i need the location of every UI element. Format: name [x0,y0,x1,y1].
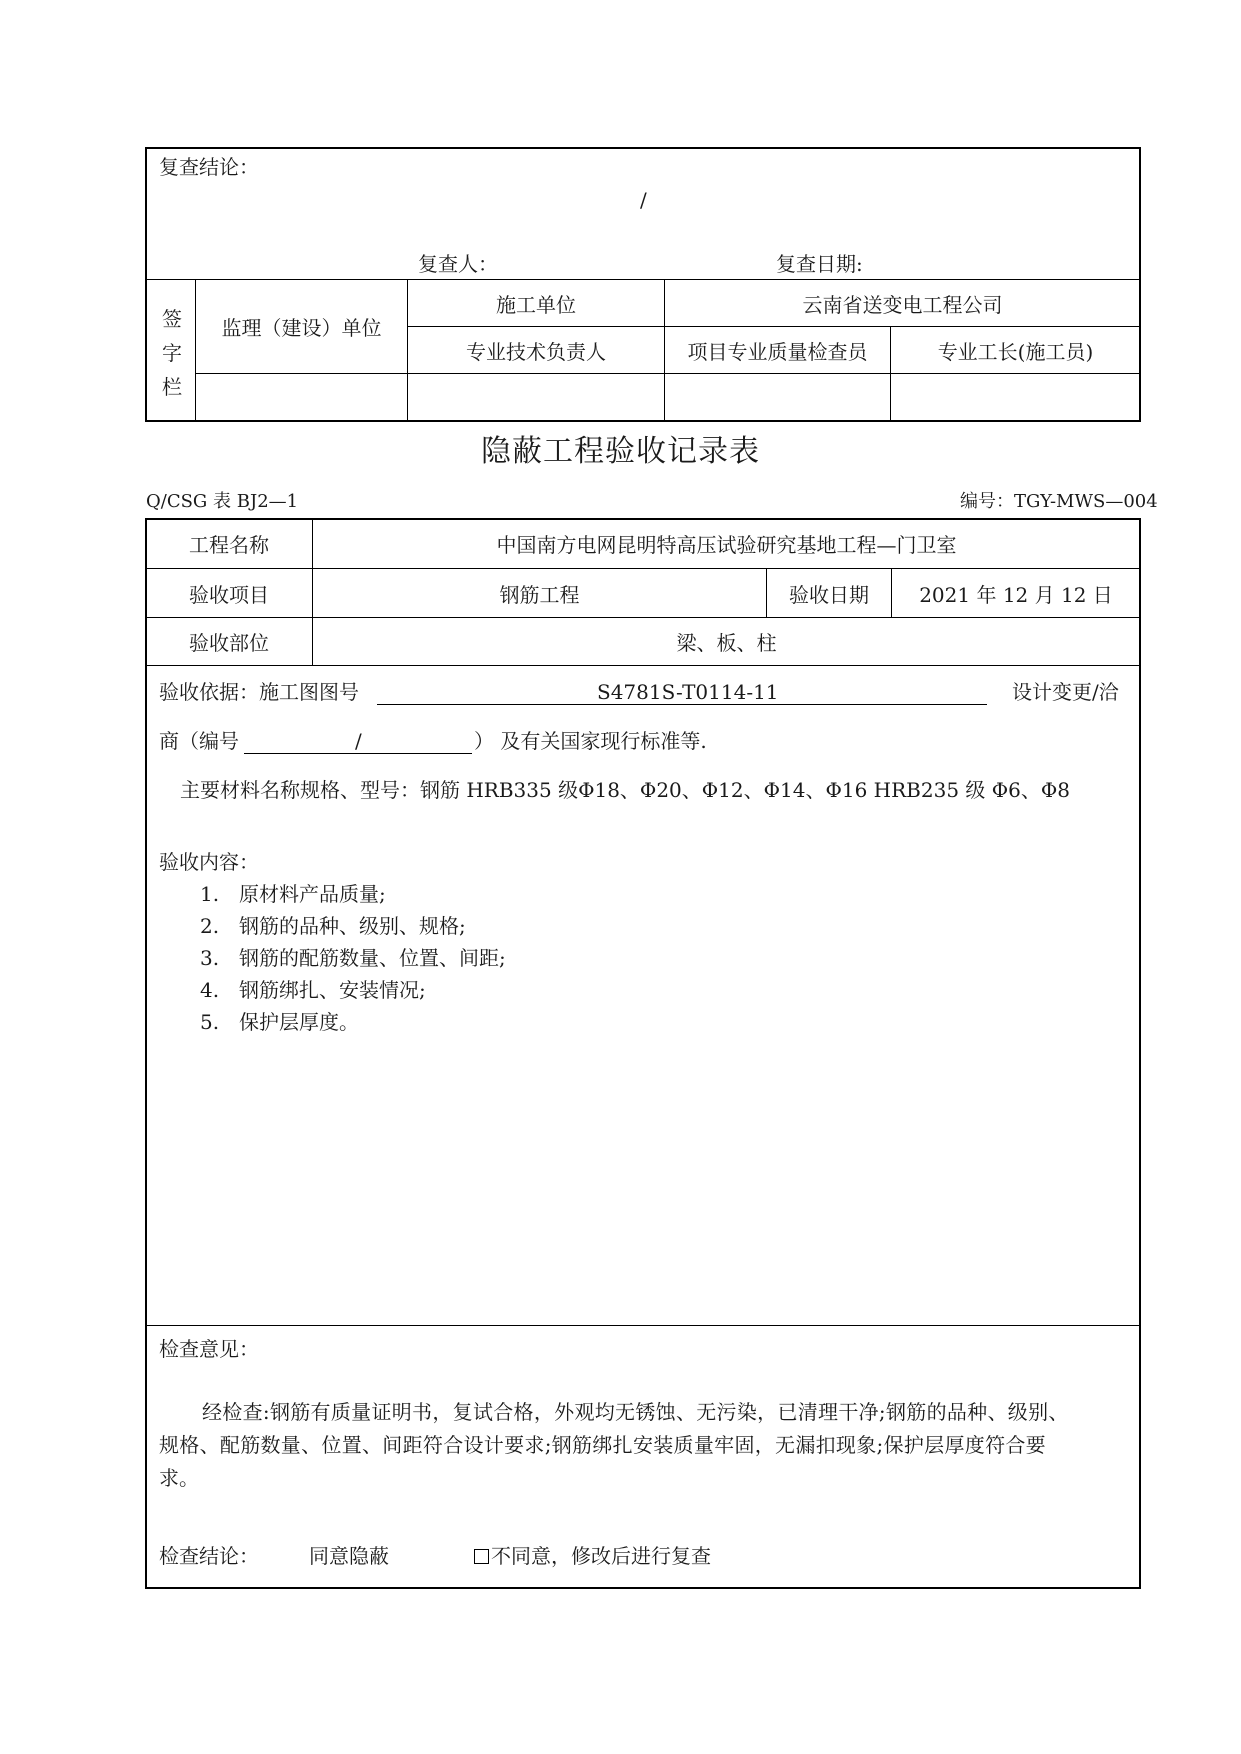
content-item-text: 钢筋的配筋数量、位置、间距; [239,946,506,970]
location-value: 梁、板、柱 [676,631,777,655]
form-code: Q/CSG 表 BJ2—1 [146,491,299,512]
disagree-option[interactable] [474,1544,711,1568]
content-item-text: 保护层厚度。 [239,1010,359,1034]
reviewer-label: 复查人： [418,252,498,276]
opinion-line-1: 经检查:钢筋有质量证明书，复试合格，外观均无锈蚀、无污染，已清理干净;钢筋的品种、级别、 [202,1400,1069,1424]
disagree-label: 不同意，修改后进行复查 [491,1544,711,1568]
content-item-text: 钢筋的品种、级别、规格; [239,914,466,938]
row-divider-4 [146,1325,1140,1326]
quality-inspector-signature-cell[interactable] [665,374,890,420]
tech-lead-signature-cell[interactable] [408,374,664,420]
content-item-5 [200,1010,359,1034]
review-slash: / [640,188,647,212]
content-item-text: 原材料产品质量; [239,882,386,906]
agree-option[interactable]: 同意隐蔽 [309,1544,389,1568]
supervisor-unit-label: 监理（建设）单位 [221,316,382,340]
drawing-no-underline [377,704,987,705]
negotiation-no: / [355,729,362,753]
opinion-label: 检查意见： [159,1337,259,1361]
review-date-label: 复查日期: [776,252,863,276]
foreman-label: 专业工长(施工员) [937,339,1094,364]
supervisor-signature-cell[interactable] [196,374,407,420]
project-name-label: 工程名称 [189,533,269,557]
content-item-num: 1. [200,882,220,906]
content-item-3 [200,946,506,970]
opinion-line-2: 规格、配筋数量、位置、间距符合设计要求;钢筋绑扎安装质量牢固，无漏扣现象;保护层厚度符合要 [159,1433,1046,1457]
drawing-no: S4781S-T0114-11 [597,680,779,704]
project-name-value: 中国南方电网昆明特高压试验研究基地工程—门卫室 [496,533,957,557]
basis-prefix: 验收依据：施工图图号 [159,680,359,704]
signature-side-char-3: 栏 [162,375,182,399]
signature-side-label [157,302,187,404]
opinion-line-3: 求。 [159,1466,199,1490]
content-item-2 [200,914,466,938]
foreman-signature-cell[interactable] [891,374,1140,420]
item-label: 验收项目 [189,582,269,607]
date-label: 验收日期 [789,582,869,607]
main-form-table [145,518,1141,1589]
negotiation-prefix: 商（编号 [159,729,239,753]
tech-lead-label: 专业技术负责人 [466,339,606,364]
content-item-num: 4. [200,978,220,1002]
content-item-text: 钢筋绑扎、安装情况; [239,978,426,1002]
negotiation-no-underline [244,753,472,754]
content-item-1 [200,882,386,906]
form-number: 编号：TGY-MWS—004 [960,491,1158,512]
quality-inspector-label: 项目专业质量检查员 [687,339,868,364]
content-item-num: 2. [200,914,220,938]
content-item-num: 5. [200,1010,220,1034]
inspection-conclusion-label: 检查结论： [159,1544,259,1568]
materials-spec: 主要材料名称规格、型号：钢筋 HRB335 级Φ18、Φ20、Φ12、Φ14、Φ16 HRB235 级 Φ6、Φ8 [180,778,1070,802]
location-label: 验收部位 [189,631,269,655]
review-conclusion-label: 复查结论： [159,155,259,179]
signature-side-char-1: 签 [162,307,182,331]
construction-unit-label: 施工单位 [496,292,576,317]
row-divider-3 [146,665,1140,666]
content-item-num: 3. [200,946,220,970]
content-label: 验收内容： [159,850,259,874]
content-item-4 [200,978,426,1002]
date-value: 2021 年 12 月 12 日 [919,582,1113,607]
disagree-checkbox[interactable] [474,1549,489,1564]
negotiation-suffix: ） 及有关国家现行标准等. [474,729,707,753]
design-change-label: 设计变更/洽 [1012,680,1119,704]
construction-unit-value: 云南省送变电工程公司 [802,292,1003,317]
form-title: 隐蔽工程验收记录表 [481,434,760,469]
signature-side-char-2: 字 [162,341,182,365]
item-value: 钢筋工程 [499,582,580,607]
